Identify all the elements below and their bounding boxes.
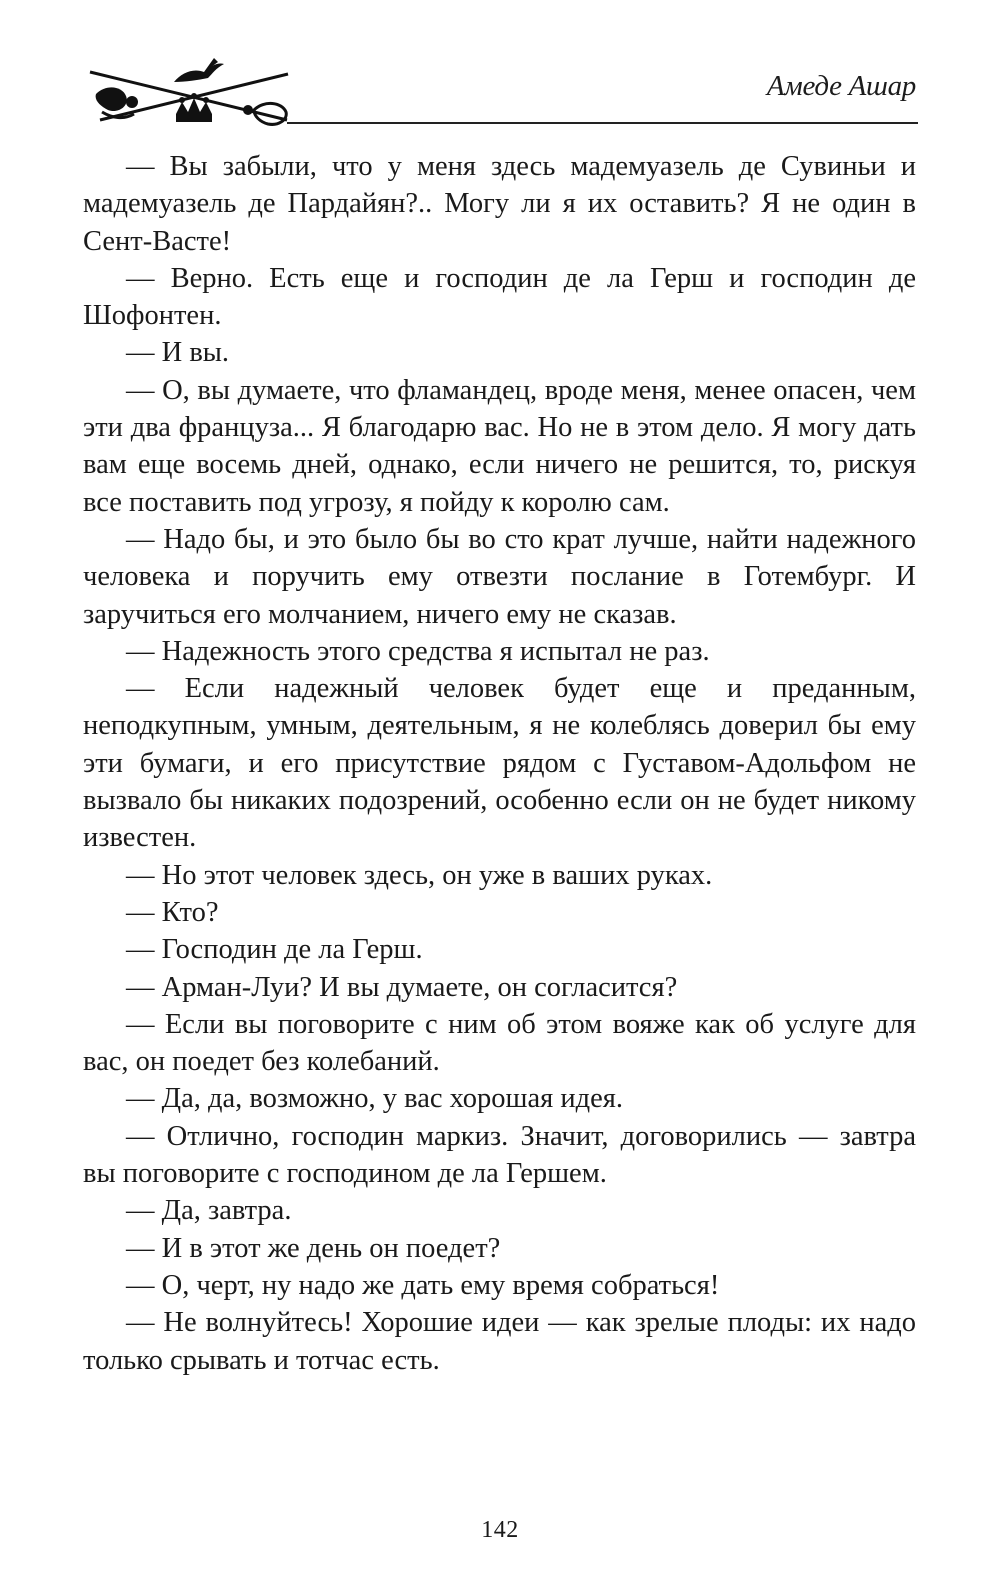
crossed-swords-crown-emblem-icon	[82, 54, 297, 134]
paragraph: — Арман-Луи? И вы думаете, он согласится?	[126, 971, 678, 1003]
page-number: 142	[481, 1517, 519, 1543]
paragraph: — И вы.	[126, 337, 230, 369]
paragraph: — Да, завтра.	[126, 1195, 292, 1227]
paragraph: — Надежность этого средства я испытал не раз.	[126, 635, 710, 667]
paragraph: — И в этот же день он поедет?	[126, 1232, 501, 1264]
paragraph: — Если надежный человек будет еще и преданным, неподкупным, умным, деятельным, я не колеблясь доверил бы ему эти бумаги, и его присутствие рядом с Густавом-Адольфом не вызвало бы никаких подозрений, особенно если он не будет никому известен.	[83, 673, 916, 854]
paragraph: — Кто?	[126, 896, 219, 928]
paragraph: — Верно. Есть еще и господин де ла Герш и господин де Шофонтен.	[83, 262, 916, 332]
running-head-author: Амеде Ашар	[766, 70, 916, 102]
paragraph: — Вы забыли, что у меня здесь мадемуазель де Сувиньи и мадемуазель де Пардайян?.. Могу ли я их оставить? Я не один в Сент-Васте!	[83, 151, 916, 257]
paragraph: — Если вы поговорите с ним об этом вояже как об услуге для вас, он поедет без колебаний.	[83, 1008, 916, 1078]
paragraph: — О, черт, ну надо же дать ему время собраться!	[126, 1269, 720, 1301]
paragraph: — Надо бы, и это было бы во сто крат лучше, найти надежного человека и поручить ему отвезти послание в Готембург. И заручиться его молчанием, ничего ему не сказав.	[83, 523, 916, 630]
paragraph: — Господин де ла Герш.	[126, 934, 423, 966]
paragraph: — Да, да, возможно, у вас хорошая идея.	[126, 1083, 624, 1115]
paragraph: — Отлично, господин маркиз. Значит, договорились — завтра вы поговорите с господином де ла Гершем.	[83, 1120, 916, 1190]
paragraph: — Не волнуйтесь! Хорошие идеи — как зрелые плоды: их надо только срывать и тотчас есть.	[83, 1307, 916, 1376]
paragraph: — О, вы думаете, что фламандец, вроде меня, менее опасен, чем эти два француза... Я благодарю вас. Но не в этом дело. Я могу дать вам еще восемь дней, однако, если ничего не решится, то, рискуя все поставить под угрозу, я пойду к королю сам.	[83, 374, 916, 518]
header-rule	[287, 122, 918, 124]
page-header	[82, 48, 918, 138]
body-text	[83, 148, 916, 1379]
paragraph: — Но этот человек здесь, он уже в ваших руках.	[126, 859, 713, 891]
